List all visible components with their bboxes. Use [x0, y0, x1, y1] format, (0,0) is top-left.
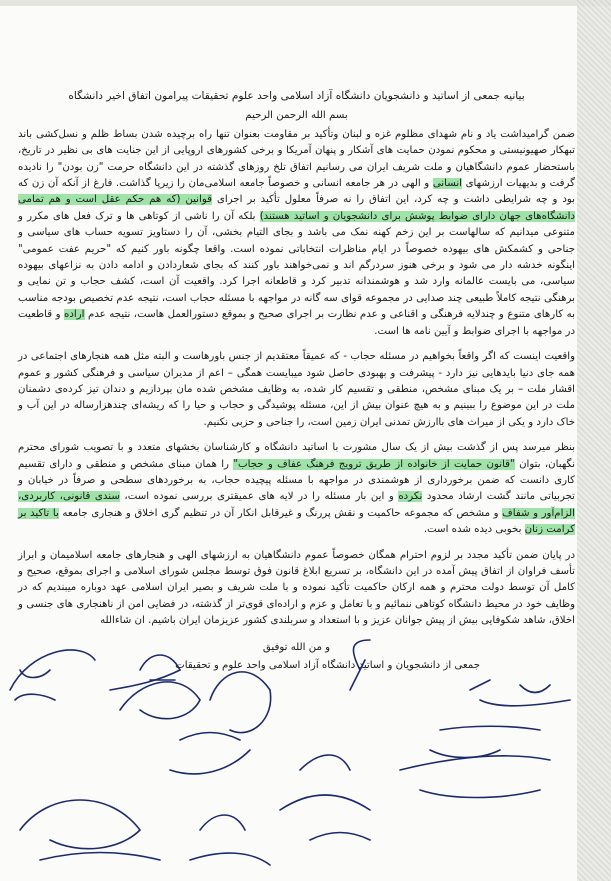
signature-1 [10, 650, 95, 700]
scan-top-edge [0, 0, 611, 6]
text: و قاطعیت در مواجهه با اجرای ضوابط و آیین نامه ها است. [18, 309, 575, 337]
text: بلکه آن را ناشی از کوتاهی ها و ترک فعل های مکرر و متنوعی میدانیم که سالهاست بر این زخم کهنه نمک می باشد و بجای التیام بخشی، آن را دستاویز تسویه حساب های سیاسی و جناحی و کشمکش های بیهوده خصوصاً در ایام مناظرات انتخاباتی نموده است. واقعا چگونه باور کنیم که "حریم عفت عمومی" اینگونه خدشه دار می شود و برخی هنوز سردرگم اند و نمی‌خواهند باور کنند که بجای شعاردادن و ادامه دادن به نزاعهای بیهوده سیاسی، می بایست عالمانه وارد شد و هوشمندانه تدبیر کرد و قاطعانه اجرا کرد. واقعیت آن است، کشف حجاب و تن نمایی و برهنگی نتیجه کاملاً طبیعی چند صدایی در مجموعه قوای سه گانه در مواجهه با مسئله حجاب است، نتیجه عدم تخصیص بودجه مناسب به کارهای متنوع و چندلایه فرهنگی و اقناعی و عدم نظارت بر اجرای صحیح و بموقع دستورالعمل هاست، نتیجه عدم [18, 210, 575, 321]
closing-line: و من الله توفیق [262, 641, 331, 653]
highlight: "قانون حمایت از خانواده از طریق ترویج فرهنگ عفاف و حجاب" [233, 458, 515, 470]
document-title: بیانیه جمعی از اساتید و دانشجویان دانشگاه آزاد اسلامی واحد علوم تحقیقات پیرامون اتفاق اخیر دانشگاه [68, 90, 525, 102]
highlight: اراده [64, 309, 85, 321]
signature-8 [280, 755, 370, 840]
text: و این بار مسئله را در لایه های عمیقتری بررسی نموده است، [119, 491, 399, 503]
text: و الهی در هر جامعه انسانی و خصوصاً جامعه اسلامی‌مان را زیرپا گذاشت. فارغ از آنکه آن زن که بود و چه شرایطی داشت و چه کرد، این اتفاق را نه صرفاً معلول تأکید بر اجرای [18, 178, 575, 206]
signature-10 [190, 815, 270, 865]
signature-3 [170, 733, 250, 774]
highlight: الزام‌آور و شفاف [502, 507, 575, 519]
signature-6 [430, 726, 540, 757]
basmala: بسم الله الرحمن الرحیم [245, 110, 348, 122]
signature-11 [140, 655, 180, 680]
text: بنظر میرسد پس از گذشت بیش از یک سال مشورت با اساتید دانشگاه و کارشناسان بخشهای متعدد و با تصویب شورای محترم نگهبان، بتوان [18, 442, 575, 470]
highlight: نکرده [398, 491, 423, 503]
highlight: با تاکید بر کرامت زنان [18, 507, 575, 536]
highlight: قوانین (که هم حکم عقل است و هم تمامی دانشگاه‌های جهان دارای ضوابط پوشش برای دانشجویان و اساتید هستند) [18, 194, 575, 222]
paragraph-1 [18, 127, 575, 340]
signature-4 [210, 672, 271, 733]
text: و مشخص که مجموعه حاکمیت و نقش پررنگ و غیرقابل انکار آن در تنظیم گری اخلاق و هنجاری جامعه [58, 507, 503, 519]
signature-12 [350, 640, 370, 690]
signature-5 [470, 680, 570, 706]
paragraph-4: در پایان ضمن تأکید مجدد بر لزوم احترام همگان خصوصاً عموم دانشگاهیان به ارزشهای الهی و هنجارهای جامعه اسلامیمان و ابراز تأسف فراوان از اتفاق پیش آمده در این دانشگاه، بر تسریع ابلاغ قانون فوق توسط مجلس شورای اسلامی و اجرای بموقع، صحیح و کامل آن توسط دولت محترم و همه ارکان حاکمیت تأکید نموده و با ملت شریف و بصیر ایران اسلامی عهد دوباره میبندیم که در وظایف خود در محیط دانشگاه کوتاهی ننمائیم و با تعامل و عزم و اراده‌ای قوی‌تر از گذشته، در فضایی امن از ناهنجاری های جنسی و اخلاق، شاهد شکوفایی بیش از پیش جوانان عزیز و با استعداد و سربلندی کشور عزیزمان ایران باشیم. ان شاءالله [18, 549, 575, 627]
highlight: انسانی [432, 178, 462, 190]
signature-2 [110, 670, 200, 719]
paragraph-3 [18, 440, 575, 538]
signature-9 [20, 800, 160, 860]
text: را همان مبنای مشخص و منطقی و دارای تقسیم کاری دانست که ضمن برخورداری از هوشمندی در مواجهه با مسئله پیچیده حجاب، به برخوردهای سطحی و صرفاً در خیابان و تجربیاتی مانند گشت ارشاد محدود [18, 458, 575, 503]
sender-line: جمعی از دانشجویان و اساتید دانشگاه آزاد اسلامی واحد علوم و تحقیقات [175, 660, 480, 671]
handwritten-signatures [0, 630, 611, 881]
text: بخوبی دیده شده است. [423, 524, 525, 536]
paragraph-2: واقعیت اینست که اگر واقعاً بخواهیم در مسئله حجاب - که عمیقاً معتقدیم از جنس باورهاست و البته مثل همه هنجارهای اجتماعی در همه جای دنیا بایدهایی نیز دارد - پیشرفت و بهبودی حاصل شود میبایست همگی – اعم از مدیران سیاسی و فرهنگی کشور و عموم اقشار ملت – بر یک مبنای مشخص، منطقی و تقسیم کار شده، به وظایف مشخص شده مان بپردازیم و دندان تیز کرده‌ی دشمنان ملت در این موضوع را ببینیم و به هیچ عنوان بیش از این، مسئله پوشیدگی و حجاب و حیا را که ریشه‌ای چندهزارساله در این آب و خاک دارد و یکی از میراث های باارزش تمدنی ایران زمین است، را جناحی و حزبی نکنیم. [18, 351, 575, 428]
statement-document [18, 88, 575, 656]
signature-7 [400, 756, 550, 798]
text: ضمن گرامیداشت یاد و نام شهدای مظلوم غزه و لبنان وتأکید بر مقاومت بعنوان تنها راه برچیده شدن بساط ظلم و نسل‌کشی باند تبهکار صهیونیستی و محکوم نمودن حمایت های آشکار و پنهان آمریکا و برخی کشورهای اروپایی از این جنایت های بی نظیر در تاریخ، باستحضار عموم دانشگاهیان و ملت شریف ایران می رسانیم اتفاق تلخ روزهای گذشته در این دانشگاه حرمت "زن بودن" را نادیده گرفت و بدیهیات ارزشهای [18, 128, 575, 190]
highlight: سندی قانونی، کاربردی، [18, 491, 120, 503]
